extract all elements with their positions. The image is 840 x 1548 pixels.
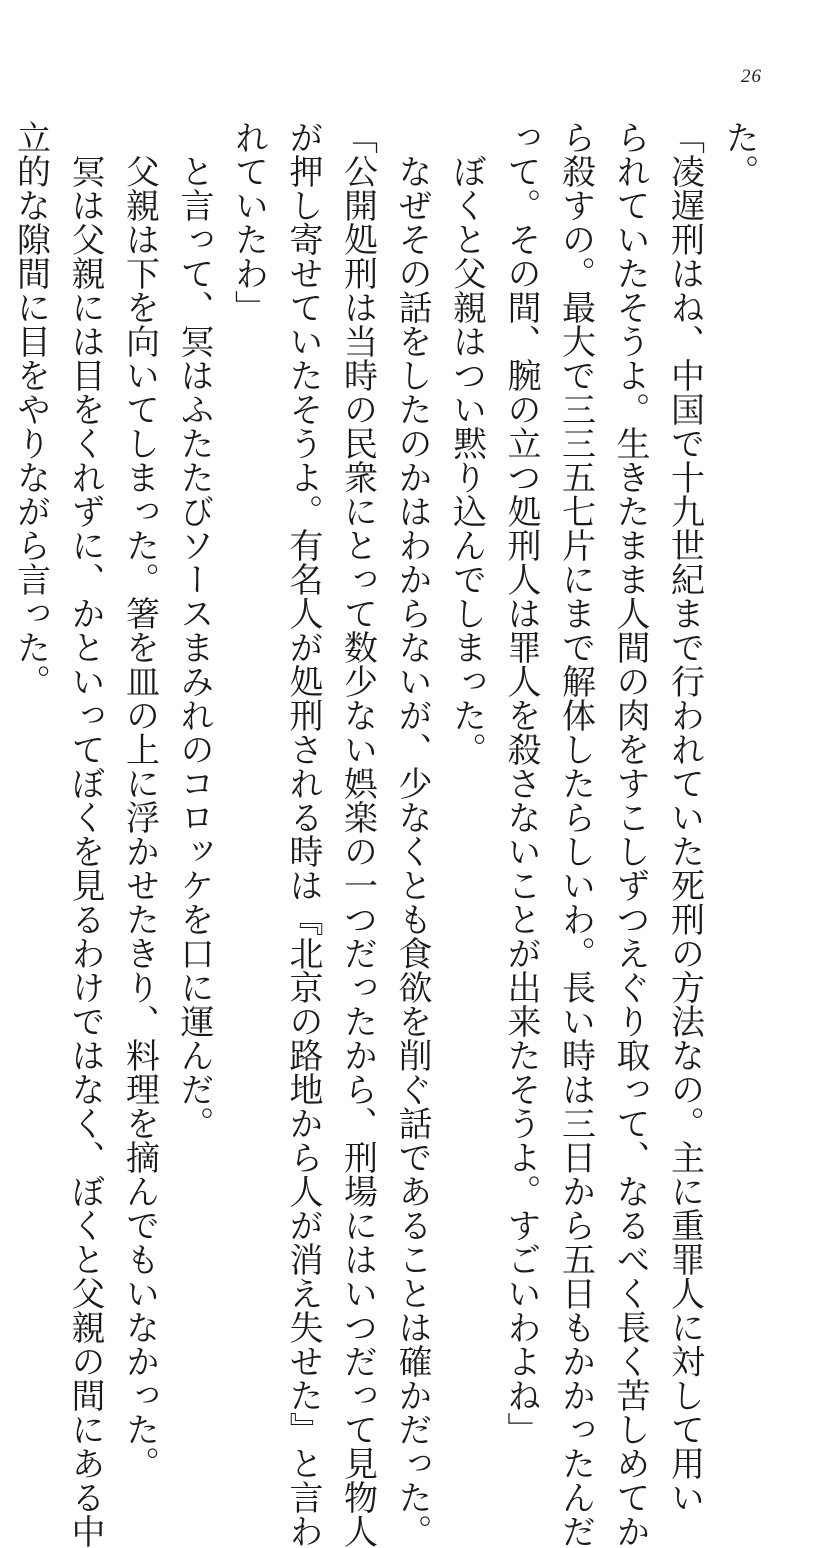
text-line: られていたそうよ。生きたまま人間の肉をすこしずつえぐり取って、なるべく長く苦しめてか	[610, 120, 650, 1548]
text-line: 立的な隙間に目をやりながら言った。	[10, 120, 51, 698]
vertical-text-body	[10, 120, 766, 1548]
text-line: 冥は父親には目をくれずに、かといってぼくを見るわけではなく、ぼくと父親の間にある中	[65, 154, 105, 1548]
text-line: 「凌遅刑はね、中国で十九世紀まで行われていた死刑の方法なの。主に重罪人に対して用い	[664, 120, 705, 1514]
text-line: た。	[719, 120, 759, 188]
text-line: れていたわ」	[228, 120, 269, 324]
text-line: が押し寄せていたそうよ。有名人が処刑される時は『北京の路地から人が消え失せた』と言わ	[283, 120, 323, 1548]
page-number: 26	[741, 66, 762, 87]
text-line: なぜその話をしたのかはわからないが、少なくとも食欲を削ぐ話であることは確かだった。	[392, 154, 432, 1548]
text-line: 「公開処刑は当時の民衆にとって数少ない娯楽の一つだったから、刑場にはいつだって見物人	[337, 120, 378, 1548]
text-line: 父親は下を向いてしまった。箸を皿の上に浮かせたきり、料理を摘んでもいなかった。	[119, 154, 160, 1480]
text-line: って。その間、腕の立つ処刑人は罪人を殺さないことが出来たそうよ。すごいわよね」	[501, 120, 541, 1446]
text-line: ら殺すの。最大で三三五七片にまで解体したらしいわ。長い時は三日から五日もかかったんだ	[555, 120, 596, 1548]
text-line: と言って、冥はふたたびソースまみれのコロッケを口に運んだ。	[174, 154, 214, 1140]
text-line	[0, 120, 3, 1095]
text-line: ぼくと父親はつい黙り込んでしまった。	[446, 154, 487, 766]
